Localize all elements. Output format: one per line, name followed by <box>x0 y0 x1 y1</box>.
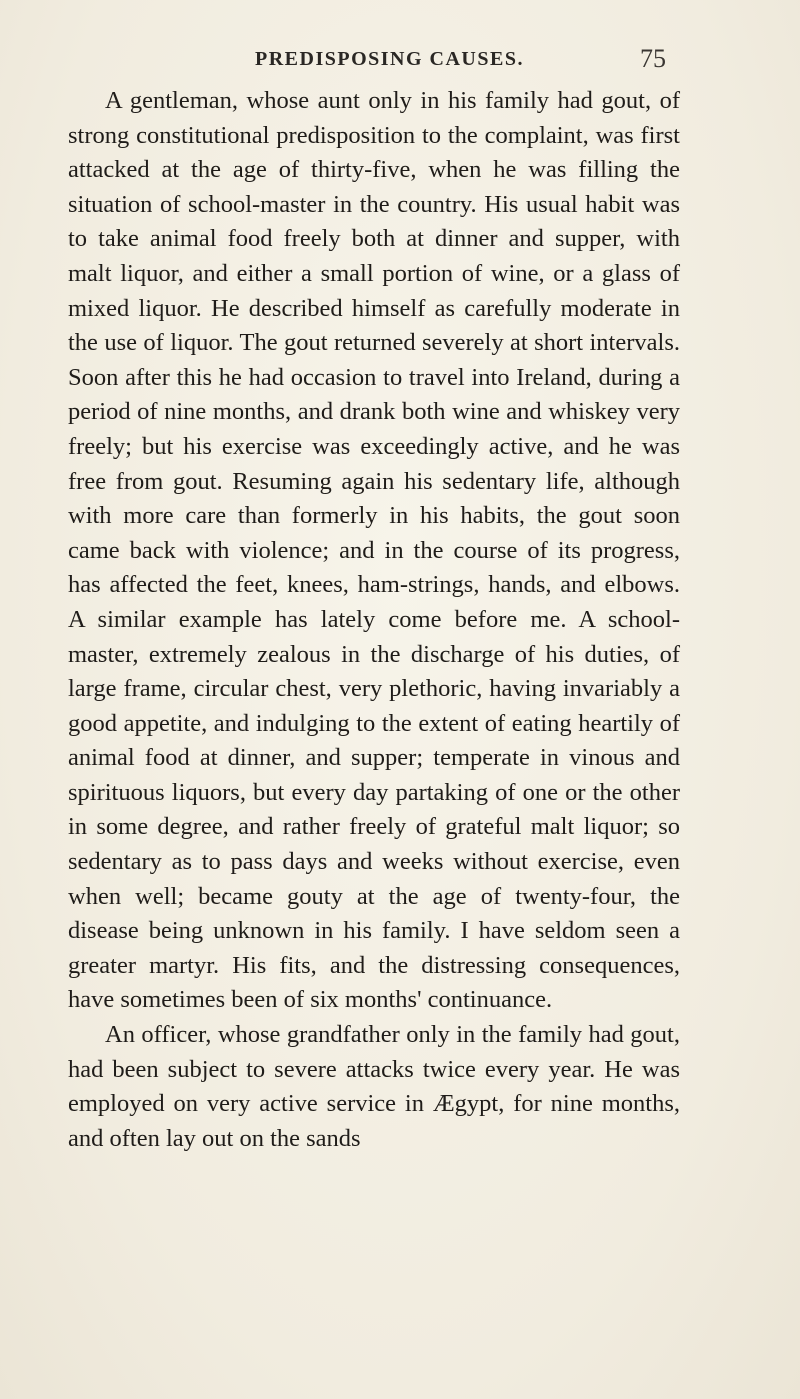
page-number: 75 <box>640 44 666 73</box>
body-text <box>68 84 680 1156</box>
running-head: PREDISPOSING CAUSES. <box>255 48 524 70</box>
paragraph: An officer, whose grandfather only in the family had gout, had been subject to severe attacks twice every year. He was employed on very active service in Ægypt, for nine months, and often lay out on the sands <box>68 1021 680 1152</box>
paragraph: A gentleman, whose aunt only in his family had gout, of strong constitutional predisposition to the complaint, was first attacked at the age of thirty-five, when he was filling the situation of school-master in the country. His usual habit was to take animal food freely both at dinner and supper, with malt liquor, and either a small portion of wine, or a glass of mixed liquor. He described himself as carefully moderate in the use of liquor. The gout returned severely at short intervals. Soon after this he had occasion to travel into Ireland, during a period of nine months, and drank both wine and whiskey very freely; but his exercise was exceedingly active, and he was free from gout. Resuming again his sedentary life, although with more care than formerly in his habits, the gout soon came back with violence; and in the course of its progress, has affected the feet, knees, ham-strings, hands, and elbows. A similar example has lately come before me. A school-master, extremely zealous in the discharge of his duties, of large frame, circular chest, very plethoric, having invariably a good appetite, and indulging to the extent of eating heartily of animal food at dinner, and supper; temperate in vinous and spirituous liquors, but every day partaking of one or the other in some degree, and rather freely of grateful malt liquor; so sedentary as to pass days and weeks without exercise, even when well; became gouty at the age of twenty-four, the disease being unknown in his family. I have seldom seen a greater martyr. His fits, and the distressing consequences, have sometimes been of six months' continuance. <box>68 87 680 1014</box>
